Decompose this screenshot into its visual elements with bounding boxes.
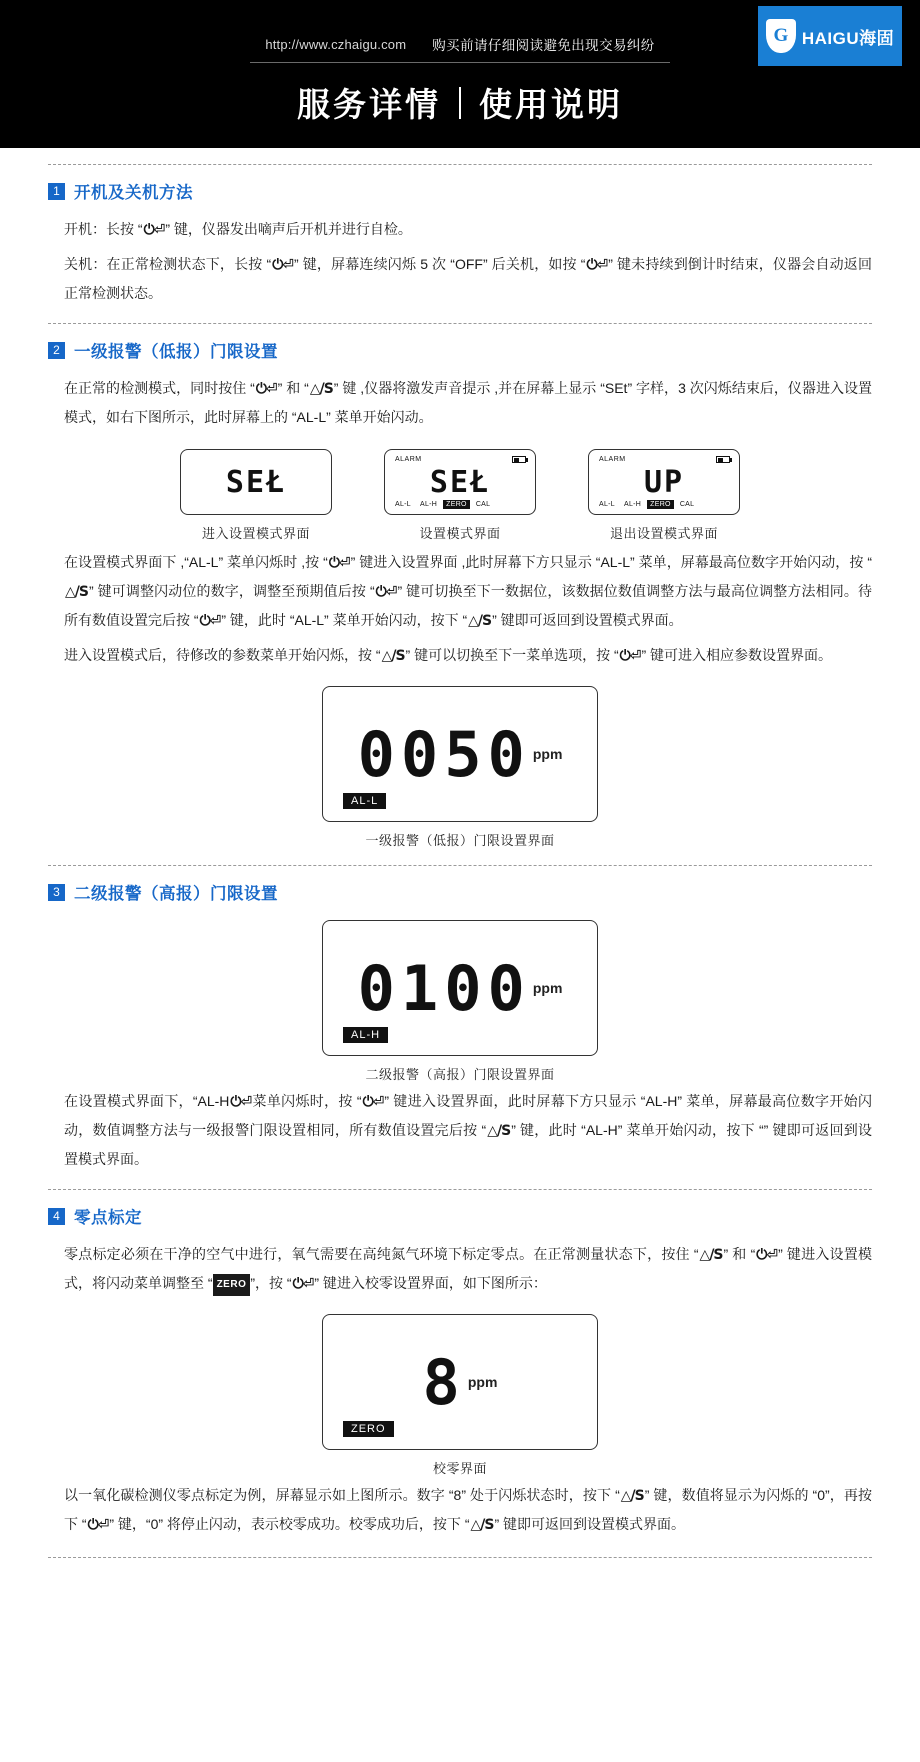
section-title-4: 零点标定	[74, 1209, 142, 1227]
section-number-1: 1	[48, 183, 65, 200]
lcd-figure-zero	[48, 1314, 872, 1477]
section-title-1: 开机及关机方法	[74, 184, 193, 202]
section-heading-3	[48, 880, 872, 904]
lcd-menu-bar-3	[596, 500, 732, 509]
divider-2	[48, 865, 872, 866]
power-key-glyph: ⏻⏎	[230, 1094, 252, 1110]
lcd-figure-exit-setup	[588, 449, 740, 542]
title-main: 服务详情	[297, 86, 441, 123]
lcd-tag-al-h: AL-H	[343, 1027, 388, 1043]
brand-name: HAIGU海固	[801, 28, 895, 48]
section-2-para-3: 进入设置模式后，待修改的参数菜单开始闪烁，按 “△/S” 键可以切换至下一菜单选项，按 “⏻⏎” 键可进入相应参数设置界面。	[48, 641, 872, 670]
battery-icon-3	[716, 456, 730, 463]
shield-icon: G	[766, 19, 796, 53]
lcd-screen-zero	[322, 1314, 598, 1450]
menu-zero-3: ZERO	[647, 500, 674, 509]
power-key-glyph: ⏻⏎	[255, 381, 277, 397]
page-header	[0, 0, 920, 148]
mode-key-glyph: △/S	[699, 1247, 723, 1263]
section-heading-2	[48, 338, 872, 362]
mode-key-glyph: △/S	[309, 381, 333, 397]
battery-icon-2	[512, 456, 526, 463]
menu-al-l-3: AL-L	[599, 501, 615, 508]
alarm-indicator-3: ALARM	[599, 456, 626, 463]
divider-top	[48, 164, 872, 165]
mode-key-glyph: △/S	[470, 1517, 494, 1533]
section-4-para-2: 以一氧化碳检测仪零点标定为例，屏幕显示如上图所示。数字 “8” 处于闪烁状态时，按下 “△/S” 键，数值将显示为闪烁的 “0”，再按下 “⏻⏎” 键，“0” 将停止闪动，表示校零成功。校零成功后，按下 “△/S” 键即可返回到设置模式界面。	[48, 1481, 872, 1539]
menu-cal-2: CAL	[475, 501, 491, 508]
lcd-screen-2	[384, 449, 536, 515]
lcd-figure-setup-mode	[384, 449, 536, 542]
section-number-4: 4	[48, 1208, 65, 1225]
power-key-glyph: ⏻⏎	[586, 257, 608, 273]
menu-al-h-2: AL-H	[420, 501, 438, 508]
menu-zero-2: ZERO	[443, 500, 470, 509]
lcd-screen-al-l	[322, 686, 598, 822]
lcd-caption-1: 进入设置模式界面	[201, 526, 310, 541]
title-divider	[459, 87, 461, 119]
lcd-unit-zero: ppm	[467, 1374, 498, 1390]
brand-logo	[758, 6, 902, 66]
page-title	[0, 79, 920, 126]
mode-key-glyph: △/S	[65, 584, 88, 600]
power-key-glyph: ⏻⏎	[87, 1517, 109, 1533]
lcd-caption-2: 设置模式界面	[419, 526, 501, 541]
lcd-tag-zero: ZERO	[343, 1421, 394, 1437]
alarm-indicator-2: ALARM	[395, 456, 422, 463]
document-body	[0, 164, 920, 1558]
section-1-para-1: 开机：长按 “⏻⏎” 键，仪器发出嘀声后开机并进行自检。	[48, 215, 872, 244]
lcd-caption-3: 退出设置模式界面	[609, 526, 718, 541]
section-2-para-2: 在设置模式界面下 ,“AL-L” 菜单闪烁时 ,按 “⏻⏎” 键进入设置界面 ,此时屏幕下方只显示 “AL-L” 菜单，屏幕最高位数字开始闪动，按 “△/S” 键可调整闪动位的数字，调整至预期值后按 “⏻⏎” 键可切换至下一数据位，该数据位数值调整方法与最高位调整方法相同。待所有数值设置完后按 “⏻⏎” 键，此时 “AL-L” 菜单开始闪动，按下 “△/S” 键即可返回到设置模式界面。	[48, 548, 872, 635]
header-links	[250, 34, 670, 63]
lcd-figure-al-l	[48, 686, 872, 849]
divider-1	[48, 323, 872, 324]
lcd-tag-al-l: AL-L	[343, 793, 386, 809]
mode-key-glyph: △/S	[468, 613, 492, 629]
section-heading-4	[48, 1204, 872, 1228]
menu-al-h-3: AL-H	[624, 501, 642, 508]
lcd-unit-al-h: ppm	[532, 980, 563, 996]
lcd-figure-al-h	[48, 920, 872, 1083]
zero-menu-tag: ZERO	[213, 1274, 251, 1296]
lcd-screen-al-h	[322, 920, 598, 1056]
lcd-screen-3	[588, 449, 740, 515]
lcd-value-3: UP	[643, 464, 685, 500]
section-heading-1	[48, 179, 872, 203]
lcd-caption-al-h: 二级报警（高报）门限设置界面	[365, 1067, 555, 1082]
section-2-para-1: 在正常的检测模式，同时按住 “⏻⏎” 和 “△/S” 键 ,仪器将激发声音提示 ,并在屏幕上显示 “SEt” 字样，3 次闪烁结束后，仪器进入设置模式，如右下图所示，此时屏幕上的 “AL-L” 菜单开始闪动。	[48, 374, 872, 431]
section-title-2: 一级报警（低报）门限设置	[74, 343, 278, 361]
divider-3	[48, 1189, 872, 1190]
power-key-glyph: ⏻⏎	[756, 1247, 778, 1263]
power-key-glyph: ⏻⏎	[143, 222, 165, 238]
lcd-value-2: SEŁ	[429, 464, 491, 500]
section-number-2: 2	[48, 342, 65, 359]
lcd-figure-enter-setup	[180, 449, 332, 542]
company-url[interactable]: http://www.czhaigu.com	[265, 36, 407, 52]
power-key-glyph: ⏻⏎	[199, 613, 221, 629]
lcd-value-al-l: 0050	[357, 717, 531, 791]
power-key-glyph: ⏻⏎	[272, 257, 293, 273]
section-3-para-1: 在设置模式界面下，“AL-H⏻⏎菜单闪烁时，按 “⏻⏎” 键进入设置界面，此时屏幕下方只显示 “AL-H” 菜单，屏幕最高位数字开始闪动，数值调整方法与一级报警门限设置相同，所有数值设置完后按 “△/S” 键，此时 “AL-H” 菜单开始闪动，按下 “” 键即可返回到设置模式界面。	[48, 1087, 872, 1173]
mode-key-glyph: △/S	[620, 1488, 644, 1504]
title-sub: 使用说明	[479, 86, 623, 123]
menu-cal-3: CAL	[679, 501, 695, 508]
mode-key-glyph: △/S	[381, 648, 405, 664]
lcd-unit-al-l: ppm	[532, 746, 563, 762]
section-number-3: 3	[48, 884, 65, 901]
lcd-figure-row	[48, 449, 872, 542]
lcd-value-al-h: 0100	[357, 951, 531, 1025]
section-4-para-1: 零点标定必须在干净的空气中进行，氧气需要在高纯氮气环境下标定零点。在正常测量状态下，按住 “△/S” 和 “⏻⏎” 键进入设置模式，将闪动菜单调整至 “ ZERO ”，按 “⏻⏎” 键进入校零设置界面，如下图所示：	[48, 1240, 872, 1298]
lcd-screen-1	[180, 449, 332, 515]
section-title-3: 二级报警（高报）门限设置	[74, 885, 278, 903]
lcd-menu-bar-2	[392, 500, 528, 509]
lcd-value-1: SEŁ	[225, 464, 287, 500]
purchase-note: 购买前请仔细阅读避免出现交易纠纷	[432, 38, 655, 53]
mode-key-glyph: △/S	[487, 1123, 511, 1139]
power-key-glyph: ⏻⏎	[328, 555, 350, 571]
power-key-glyph: ⏻⏎	[292, 1276, 314, 1292]
section-1-para-2: 关机：在正常检测状态下，长按 “⏻⏎” 键，屏幕连续闪烁 5 次 “OFF” 后关机，如按 “⏻⏎” 键未持续到倒计时结束，仪器会自动返回正常检测状态。	[48, 250, 872, 307]
menu-al-l-2: AL-L	[395, 501, 411, 508]
divider-bottom	[48, 1557, 872, 1558]
power-key-glyph: ⏻⏎	[619, 648, 641, 664]
lcd-caption-al-l: 一级报警（低报）门限设置界面	[365, 833, 555, 848]
lcd-caption-zero: 校零界面	[432, 1461, 487, 1476]
lcd-value-zero: 8	[422, 1345, 466, 1419]
power-key-glyph: ⏻⏎	[375, 584, 397, 600]
power-key-glyph: ⏻⏎	[362, 1094, 384, 1110]
